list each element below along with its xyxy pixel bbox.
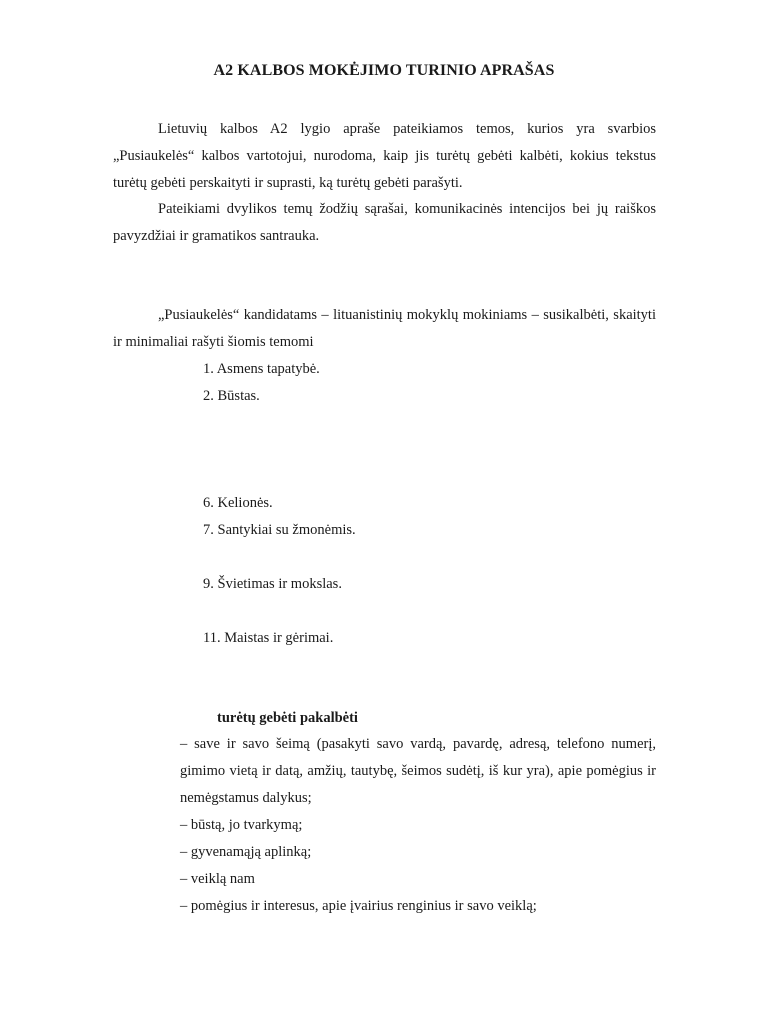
intro-paragraph-2 (113, 196, 656, 250)
topic-list (203, 625, 333, 652)
ability-item: – gyvenamąją aplinką; (180, 844, 312, 860)
topic-item: 2. Būstas. (203, 388, 260, 404)
document-title: A2 KALBOS MOKĖJIMO TURINIO APRAŠAS (213, 62, 555, 79)
topic-item: 1. Asmens tapatybė. (203, 361, 320, 377)
intro-paragraph-2-text: Pateikiami dvylikos temų žodžių sąrašai, komunikacinės intencijos bei jų raiškos pavyzdžiai ir gramatikos santrauka. (113, 201, 656, 244)
topic-list (203, 571, 342, 598)
intro-paragraph (113, 116, 656, 197)
ability-item: – pomėgius ir interesus, apie įvairius renginius ir savo veiklą; (180, 898, 537, 914)
topic-item: 7. Santykiai su žmonėmis. (203, 522, 356, 538)
candidates-paragraph (113, 302, 656, 356)
ability-item: – save ir savo šeimą (pasakyti savo vardą, pavardę, adresą, telefono numerį, gimimo vietą ir datą, amžių, tautybę, šeimos sudėtį, iš kur yra), apie pomėgius ir nemėgstamus dalykus; (180, 736, 656, 806)
section-subheading: turėtų gebėti pakalbėti (217, 710, 358, 726)
topic-item: 6. Kelionės. (203, 495, 273, 511)
topic-item: 11. Maistas ir gėrimai. (203, 630, 334, 646)
topic-list (203, 356, 320, 410)
topic-list (203, 490, 356, 544)
ability-item: – būstą, jo tvarkymą; (180, 817, 303, 833)
ability-item: – veiklą nam (180, 871, 255, 887)
intro-paragraph-1-text: Lietuvių kalbos A2 lygio apraše pateikiamos temos, kurios yra svarbios „Pusiaukelės“ kalbos vartotojui, nurodoma, kaip jis turėtų gebėti kalbėti, kokius tekstus turėtų gebėti perskaityti ir suprasti, ką turėtų gebėti parašyti. (113, 121, 656, 191)
candidates-paragraph-text: „Pusiaukelės“ kandidatams – lituanistinių mokyklų mokiniams – susikalbėti, skaityti ir minimaliai rašyti šiomis temomi (113, 307, 656, 350)
ability-list (180, 731, 656, 920)
topic-item: 9. Švietimas ir mokslas. (203, 576, 342, 592)
